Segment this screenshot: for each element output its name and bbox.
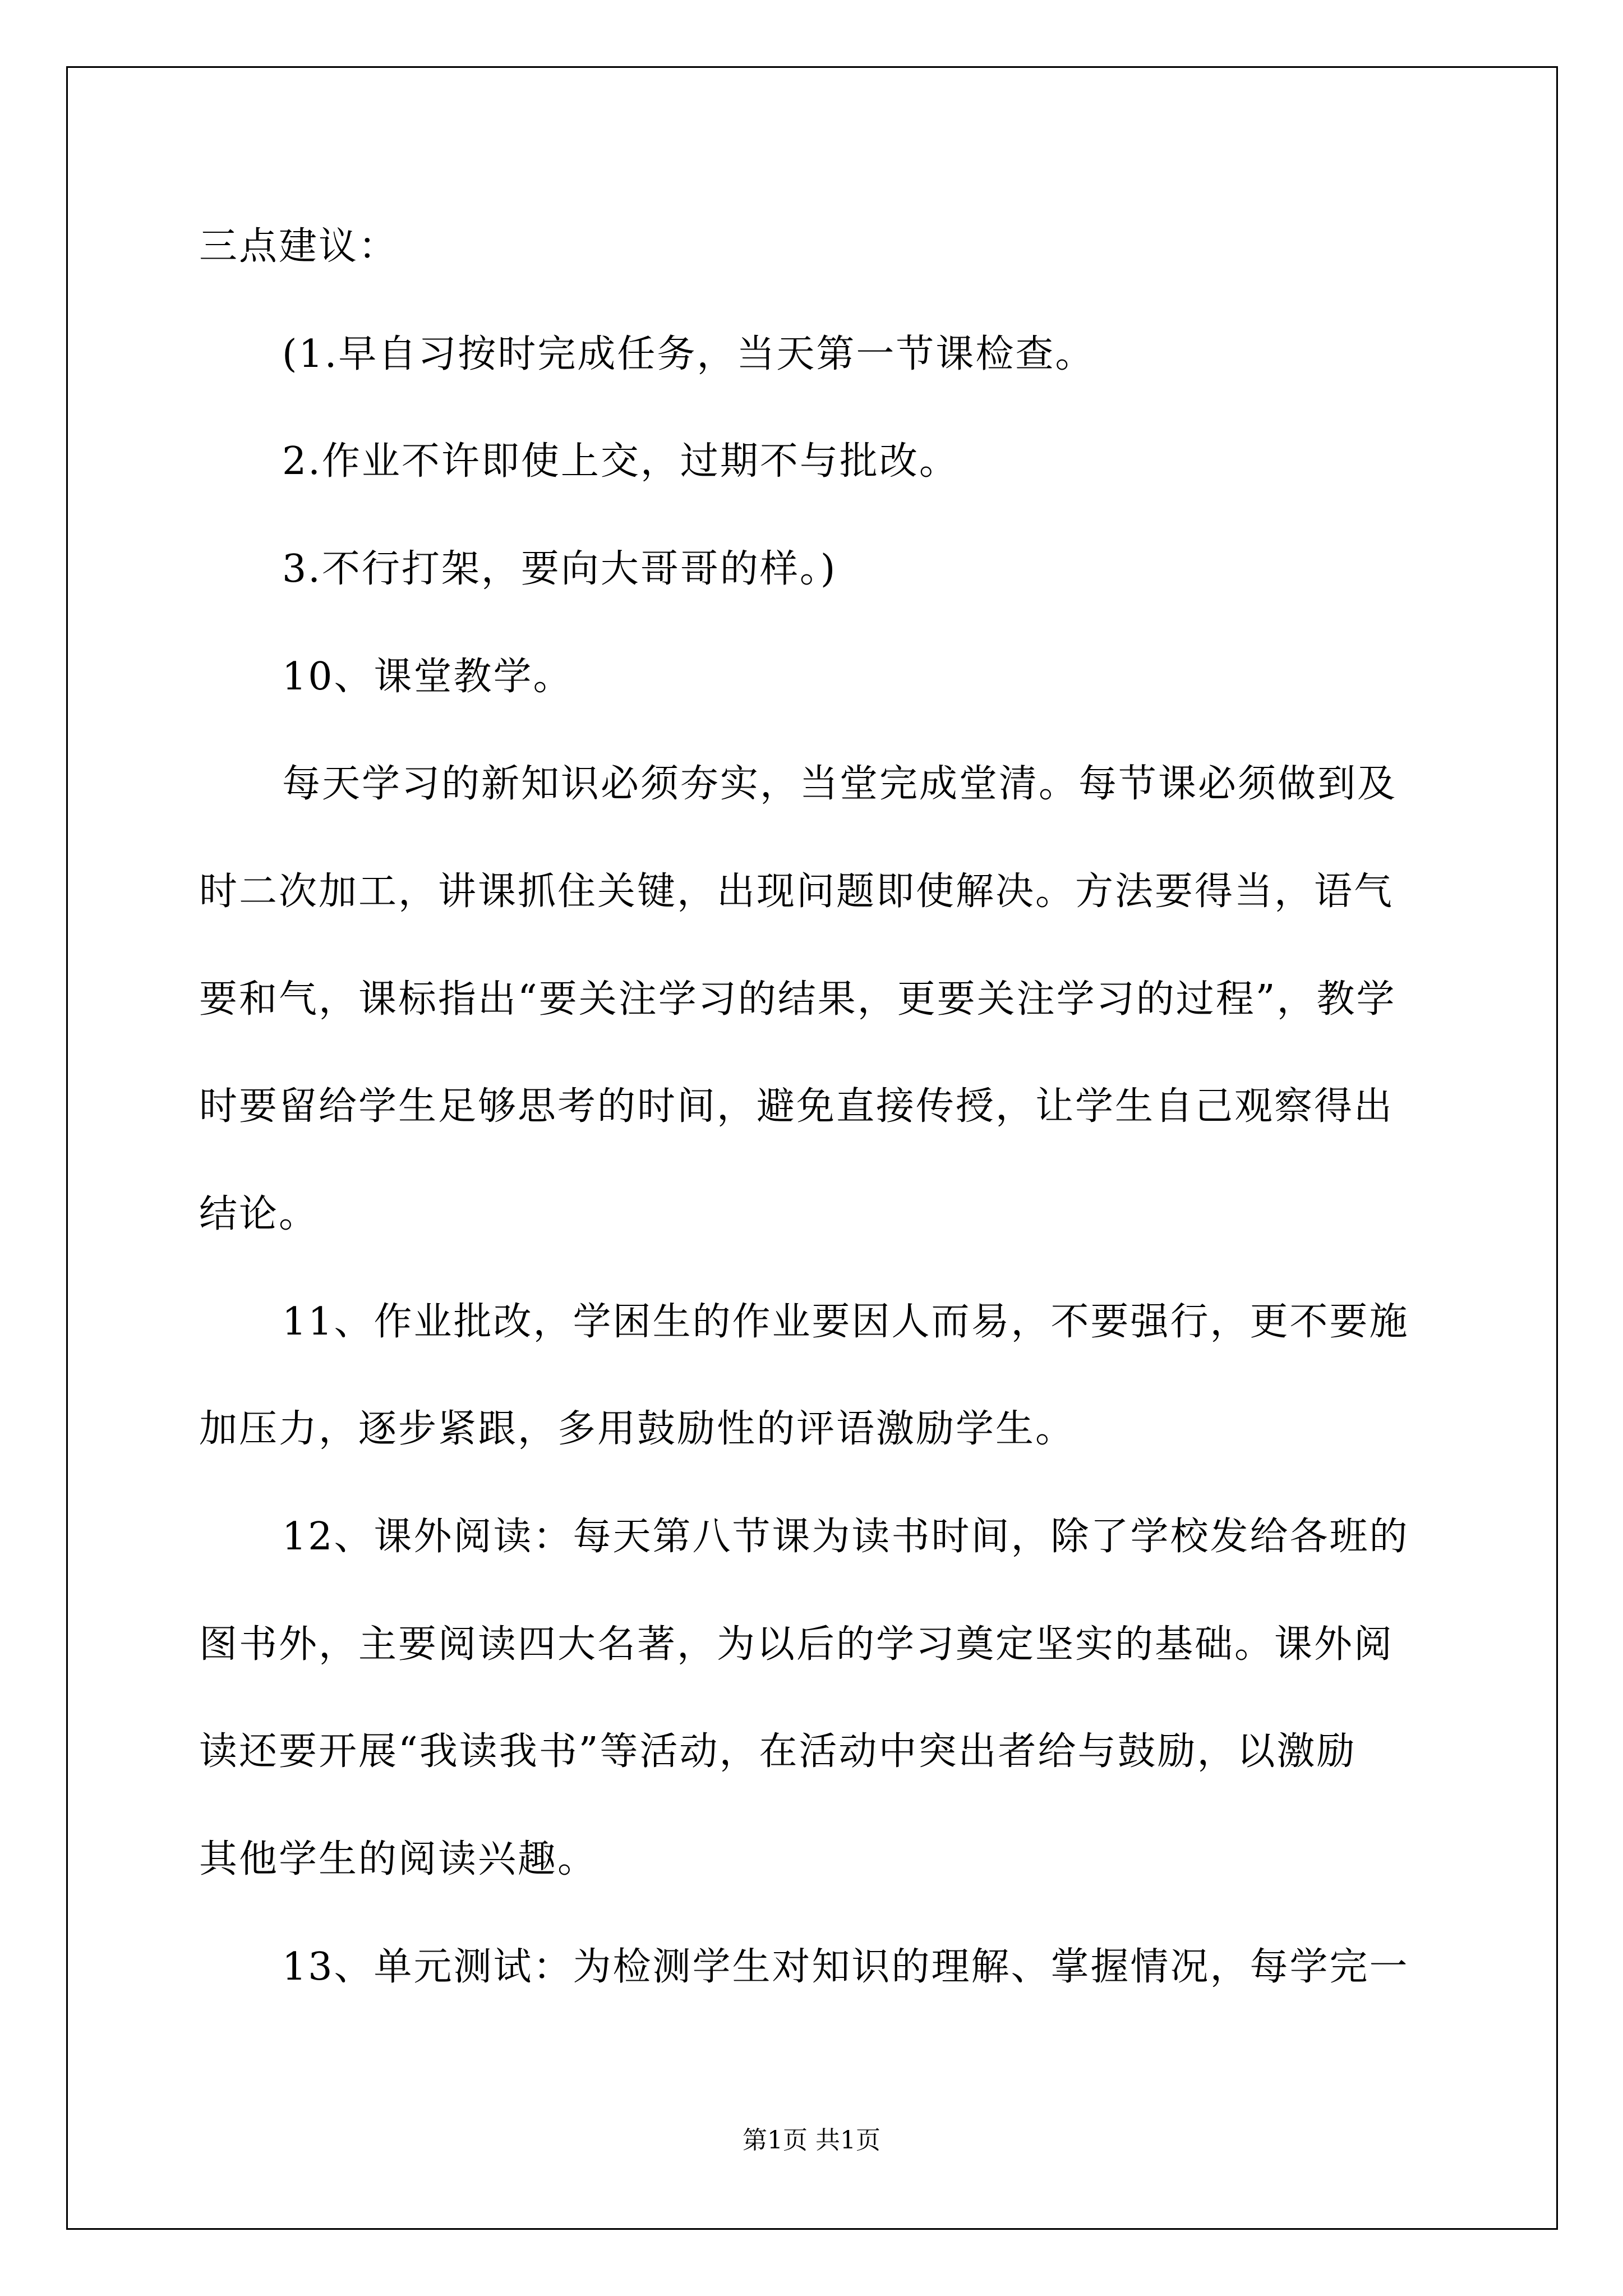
text-line: 图书外，主要阅读四大名著，为以后的学习奠定坚实的基础。课外阅 — [199, 1622, 1394, 1667]
text-line: 12、课外阅读：每天第八节课为读书时间，除了学校发给各班的 — [282, 1515, 1409, 1559]
text-line: 时要留给学生足够思考的时间，避免直接传授，让学生自己观察得出 — [199, 1084, 1394, 1129]
text-line: (1.早自习按时完成任务，当天第一节课检查。 — [282, 332, 1095, 376]
text-line: 三点建议： — [199, 224, 399, 269]
text-line: 加压力，逐步紧跟，多用鼓励性的评语激励学生。 — [199, 1407, 1076, 1451]
text-line: 时二次加工，讲课抓住关键，出现问题即使解决。方法要得当，语气 — [199, 869, 1394, 914]
text-line: 其他学生的阅读兴趣。 — [199, 1837, 598, 1881]
section-heading: 10、课堂教学。 — [282, 655, 573, 699]
page-footer: 第1页 共1页 — [743, 2126, 880, 2155]
text-line: 11、作业批改，学困生的作业要因人而易，不要强行，更不要施 — [282, 1300, 1409, 1344]
text-line: 2.作业不许即使上交，过期不与批改。 — [282, 439, 959, 484]
text-line: 读还要开展“我读我书”等活动，在活动中突出者给与鼓励，以激励 — [199, 1729, 1357, 1774]
text-line: 3.不行打架，要向大哥哥的样。) — [282, 547, 837, 591]
text-line: 13、单元测试：为检测学生对知识的理解、掌握情况，每学完一 — [282, 1945, 1409, 1989]
text-line: 每天学习的新知识必须夯实，当堂完成堂清。每节课必须做到及 — [282, 762, 1398, 806]
page-border — [66, 66, 1558, 2230]
text-line: 结论。 — [199, 1192, 319, 1236]
text-line: 要和气，课标指出“要关注学习的结果，更要关注学习的过程”，教学 — [199, 977, 1396, 1022]
